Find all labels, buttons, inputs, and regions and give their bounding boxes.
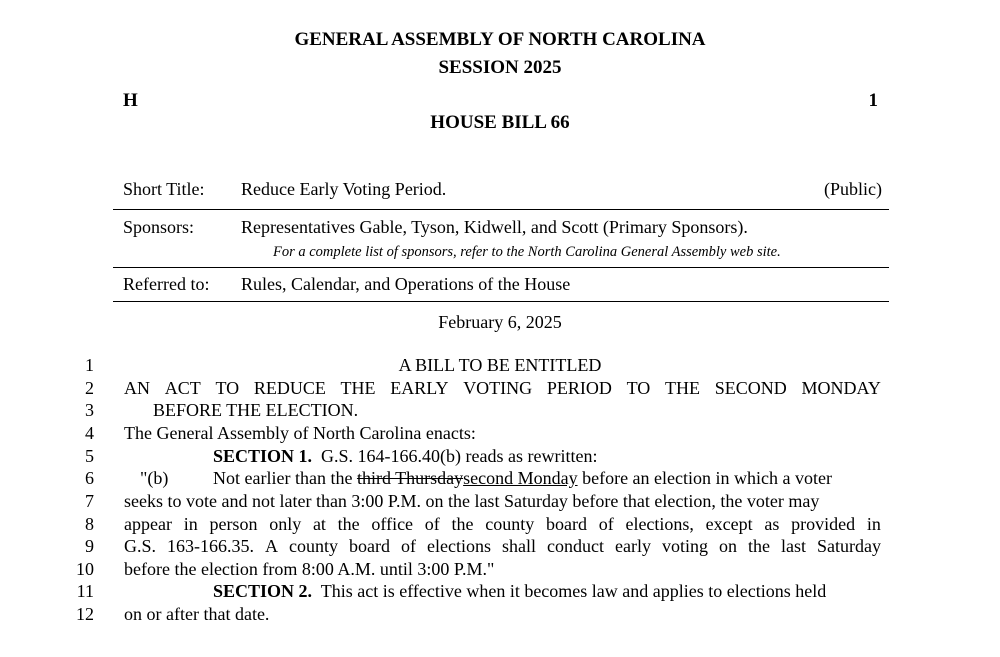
divider: [113, 209, 889, 210]
word: in: [183, 514, 198, 534]
bill-text-line: [124, 514, 881, 535]
line-number: 9: [85, 536, 94, 556]
word: EARLY: [390, 378, 449, 398]
session-heading: SESSION 2025: [438, 57, 562, 78]
sponsors-label: Sponsors:: [123, 217, 195, 237]
word: A: [265, 536, 279, 556]
amended-line: [213, 468, 832, 489]
word: ACT: [164, 378, 201, 398]
word: voting: [661, 536, 708, 556]
word: MONDAY: [801, 378, 881, 398]
word: TO: [215, 378, 240, 398]
word: THE: [340, 378, 376, 398]
section-2-text: This act is effective when it becomes law and applies to elections held: [320, 581, 827, 601]
word: THE: [665, 378, 701, 398]
word: of: [598, 514, 614, 534]
sponsors-value: Representatives Gable, Tyson, Kidwell, and Scott (Primary Sponsors).: [241, 217, 748, 237]
line-number: 5: [85, 446, 94, 466]
divider: [113, 301, 889, 302]
word: VOTING: [463, 378, 533, 398]
word: appear: [124, 514, 172, 534]
word: at: [312, 514, 326, 534]
bill-text-line: on or after that date.: [124, 604, 270, 624]
word: AN: [124, 378, 150, 398]
bill-title: HOUSE BILL 66: [430, 112, 570, 133]
word: early: [614, 536, 651, 556]
text-segment: before an election in which a voter: [582, 468, 832, 488]
word: TO: [626, 378, 651, 398]
word: elections,: [625, 514, 694, 534]
version-number: 1: [868, 90, 878, 111]
word: except: [705, 514, 753, 534]
line-number: 7: [85, 491, 94, 511]
section-2-label: SECTION 2.: [213, 581, 313, 601]
short-title-value: Reduce Early Voting Period.: [241, 179, 447, 199]
line-number: 11: [76, 581, 94, 601]
referred-value: Rules, Calendar, and Operations of the House: [241, 274, 571, 294]
word: the: [747, 536, 770, 556]
word: county: [485, 514, 535, 534]
word: in: [866, 514, 881, 534]
assembly-heading: GENERAL ASSEMBLY OF NORTH CAROLINA: [294, 29, 706, 50]
section-1-text: G.S. 164-166.40(b) reads as rewritten:: [321, 446, 598, 466]
bill-entitled-heading: A BILL TO BE ENTITLED: [398, 355, 602, 375]
line-number: 4: [85, 423, 94, 443]
struck-text: third Thursday: [356, 468, 464, 488]
word: 163-166.35.: [167, 536, 255, 556]
word: as: [764, 514, 780, 534]
line-number: 6: [85, 468, 94, 488]
act-title-line: [124, 378, 881, 399]
word: G.S.: [124, 536, 157, 556]
bill-type: (Public): [824, 179, 882, 199]
word: board: [546, 514, 587, 534]
act-title-continuation: BEFORE THE ELECTION.: [153, 400, 359, 420]
word: only: [269, 514, 302, 534]
word: elections: [427, 536, 491, 556]
bill-text-line: [124, 536, 881, 557]
word: person: [209, 514, 258, 534]
line-number: 3: [85, 400, 94, 420]
sponsors-note: For a complete list of sponsors, refer to the North Carolina General Assembly web site.: [273, 244, 781, 260]
enacting-clause: The General Assembly of North Carolina enacts:: [124, 423, 476, 443]
line-number: 10: [76, 559, 94, 579]
chamber-letter: H: [123, 90, 138, 111]
word: county: [289, 536, 339, 556]
bill-text-line: seeks to vote and not later than 3:00 P.M. on the last Saturday before that election, the voter may: [124, 491, 820, 511]
word: SECOND: [714, 378, 787, 398]
word: PERIOD: [546, 378, 612, 398]
word: on: [718, 536, 737, 556]
bill-text-line: before the election from 8:00 A.M. until 3:00 P.M.": [124, 559, 495, 579]
section-1-line: [213, 446, 597, 467]
word: the: [451, 514, 474, 534]
word: Saturday: [816, 536, 881, 556]
word: board: [349, 536, 390, 556]
section-1-label: SECTION 1.: [213, 446, 313, 466]
divider: [113, 267, 889, 268]
inserted-text: second Monday: [463, 468, 578, 488]
word: of: [424, 514, 440, 534]
word: the: [337, 514, 360, 534]
line-number: 2: [85, 378, 94, 398]
word: conduct: [546, 536, 604, 556]
line-number: 1: [85, 355, 94, 375]
word: provided: [791, 514, 856, 534]
line-number: 8: [85, 514, 94, 534]
word: of: [401, 536, 416, 556]
word: shall: [501, 536, 536, 556]
text-segment: Not earlier than the: [213, 468, 353, 488]
word: REDUCE: [253, 378, 326, 398]
short-title-label: Short Title:: [123, 179, 205, 199]
section-2-line: [213, 581, 826, 602]
line-number: 12: [76, 604, 94, 624]
bill-date: February 6, 2025: [438, 312, 562, 332]
referred-label: Referred to:: [123, 274, 210, 294]
word: last: [780, 536, 806, 556]
subsection-label: "(b): [140, 468, 169, 488]
word: office: [371, 514, 414, 534]
